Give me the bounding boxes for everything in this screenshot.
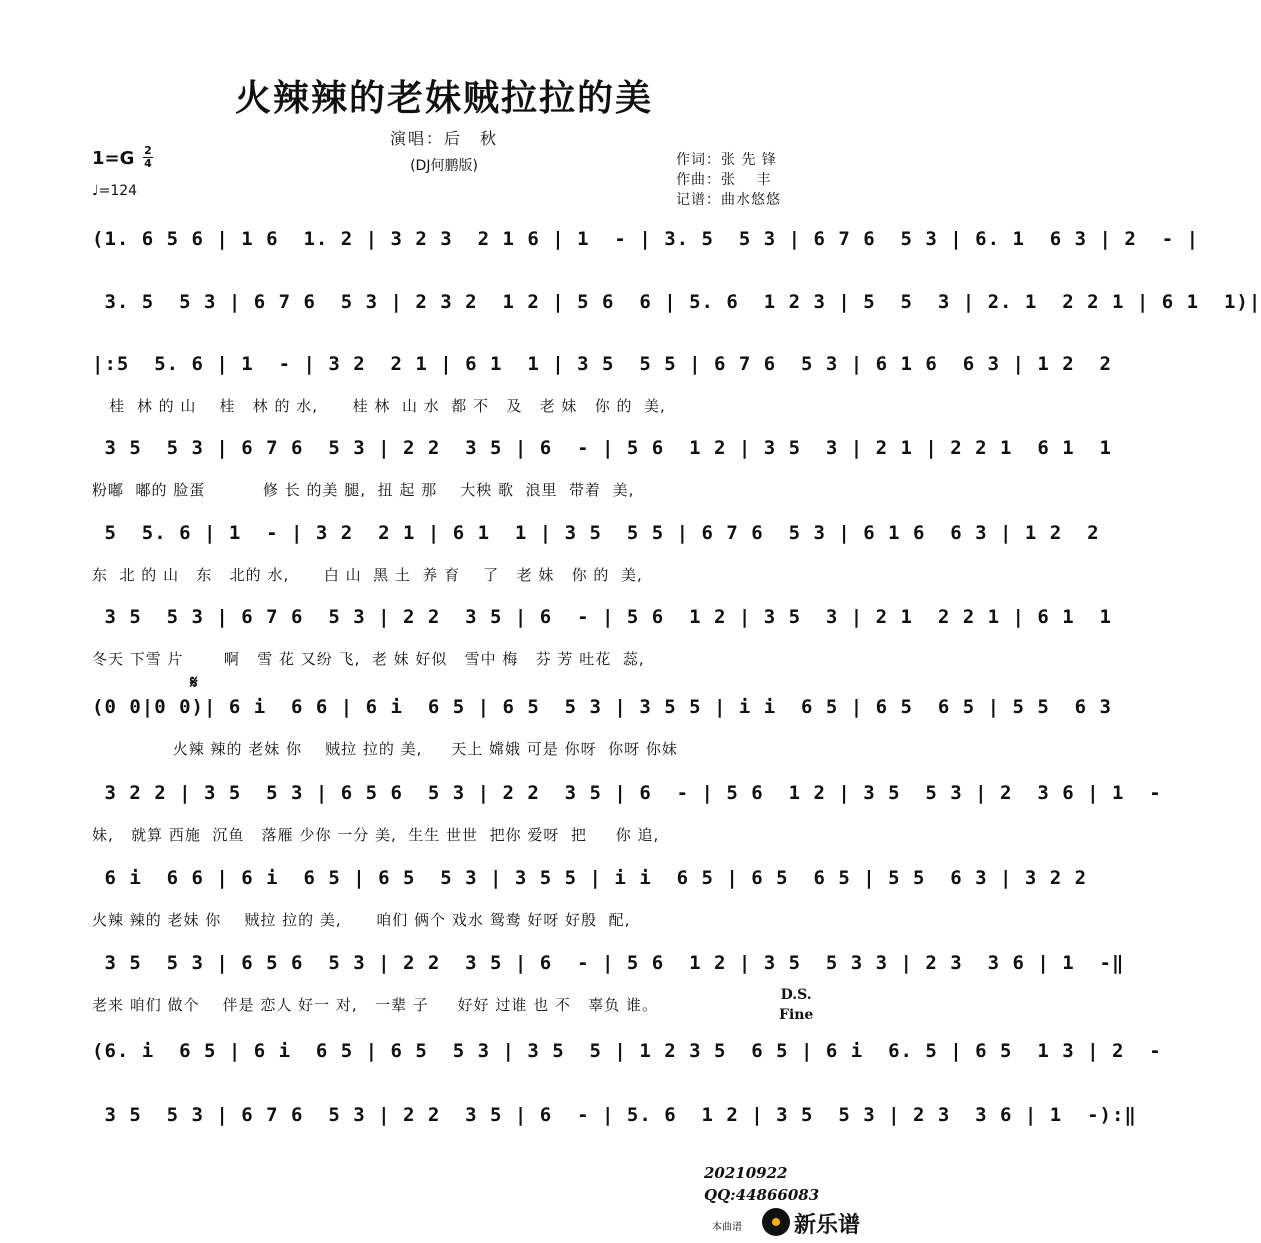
singer-line: 演唱：后 秋	[389, 129, 498, 148]
lyric-line: 桂 林 的 山 桂 林 的 水, 桂 林 山 水 都 不 及 老 妹 你 的 美,	[92, 397, 666, 415]
ds-fine-marking	[779, 985, 813, 1025]
tempo-marking: ♩=124	[92, 183, 138, 199]
brand-name: 新乐谱	[794, 1213, 861, 1238]
score-row	[92, 228, 1200, 262]
date-label: 20210922	[704, 1164, 788, 1182]
time-signature	[143, 145, 153, 170]
version-label: (DJ何鹏版)	[410, 158, 478, 174]
brand-small-label: 本曲谱	[712, 1222, 742, 1233]
notation-line: 3 2 2 | 3 5 5 3 | 6 5 6 5 3 | 2 2 3 5 | 6 - | 5 6 1 2 | 3 5 5 3 | 2 3 6 | 1 -	[92, 782, 1175, 804]
lyric-line: 火辣 辣的 老妹 你 贼拉 拉的 美, 天上 嫦娥 可是 你呀 你呀 你妹	[92, 740, 678, 758]
credits	[676, 150, 781, 210]
time-signature-bottom: 4	[144, 157, 152, 170]
score-row	[92, 1040, 1175, 1074]
notation-line: |:5 5. 6 | 1 - | 3 2 2 1 | 6 1 1 | 3 5 5 5 | 6 7 6 5 3 | 6 1 6 6 3 | 1 2 2	[92, 353, 1125, 375]
date-stamp	[704, 1162, 819, 1206]
lyric-line: 粉嘟 嘟的 脸蛋 修 长 的美 腿, 扭 起 那 大秧 歌 浪里 带着 美,	[92, 481, 635, 499]
qq-label: QQ:44866083	[704, 1186, 820, 1204]
notation-line: (1. 6 5 6 | 1 6 1. 2 | 3 2 3 2 1 6 | 1 - | 3. 5 5 3 | 6 7 6 5 3 | 6. 1 6 3 | 2 - |	[92, 228, 1200, 250]
transcriber-credit: 记谱：曲水悠悠	[676, 192, 781, 208]
score-row	[92, 782, 1175, 816]
notation-line: 3 5 5 3 | 6 5 6 5 3 | 2 2 3 5 | 6 - | 5 6 1 2 | 3 5 5 3 3 | 2 3 3 6 | 1 -‖	[92, 952, 1125, 974]
lyricist-credit: 作词：张 先 锋	[676, 152, 777, 168]
page-title: 火辣辣的老妹贼拉拉的美	[234, 77, 653, 119]
lyric-line: 老来 咱们 做个 伴是 恋人 好一 对, 一辈 子 好好 过谁 也 不 辜负 谁。	[92, 996, 658, 1014]
composer-credit: 作曲：张 丰	[676, 172, 772, 188]
score-row	[92, 867, 1100, 901]
record-disc-icon	[762, 1208, 790, 1236]
notation-line: 5 5. 6 | 1 - | 3 2 2 1 | 6 1 1 | 3 5 5 5 | 6 7 6 5 3 | 6 1 6 6 3 | 1 2 2	[92, 522, 1112, 544]
score-row	[92, 291, 1261, 325]
ds-label: D.S.	[780, 987, 812, 1003]
notation-line: 6 i 6 6 | 6 i 6 5 | 6 5 5 3 | 3 5 5 | i i 6 5 | 6 5 6 5 | 5 5 6 3 | 3 2 2	[92, 867, 1100, 889]
notation-line: 3 5 5 3 | 6 7 6 5 3 | 2 2 3 5 | 6 - | 5 6 1 2 | 3 5 3 | 2 1 2 2 1 | 6 1 1	[92, 606, 1125, 628]
lyric-line: 火辣 辣的 老妹 你 贼拉 拉的 美, 咱们 俩个 戏水 鸳鸯 好呀 好殷 配,	[92, 911, 631, 929]
score-row	[92, 353, 1125, 387]
score-row	[92, 522, 1112, 556]
notation-line: 3. 5 5 3 | 6 7 6 5 3 | 2 3 2 1 2 | 5 6 6 | 5. 6 1 2 3 | 5 5 3 | 2. 1 2 2 1 | 6 1 1)|	[92, 291, 1261, 313]
score-row	[92, 1104, 1137, 1138]
notation-line: (0 0|0 0)| 6 i 6 6 | 6 i 6 5 | 6 5 5 3 | 3 5 5 | i i 6 5 | 6 5 6 5 | 5 5 6 3	[92, 696, 1125, 718]
segno-sign: 𝄋	[190, 672, 198, 693]
score-row	[92, 606, 1125, 640]
lyric-line: 东 北 的 山 东 北的 水, 白 山 黑 土 养 育 了 老 妹 你 的 美,	[92, 566, 643, 584]
notation-line: 3 5 5 3 | 6 7 6 5 3 | 2 2 3 5 | 6 - | 5. 6 1 2 | 3 5 5 3 | 2 3 3 6 | 1 -):‖	[92, 1104, 1137, 1126]
notation-line: 3 5 5 3 | 6 7 6 5 3 | 2 2 3 5 | 6 - | 5 6 1 2 | 3 5 3 | 2 1 | 2 2 1 6 1 1	[92, 437, 1125, 459]
lyric-line: 冬天 下雪 片 啊 雪 花 又纷 飞, 老 妹 好似 雪中 梅 芬 芳 吐花 蕊,	[92, 650, 645, 668]
score-row	[92, 437, 1125, 471]
time-signature-top: 2	[144, 144, 152, 157]
lyric-line: 妹, 就算 西施 沉鱼 落雁 少你 一分 美, 生生 世世 把你 爱呀 把 你 追,	[92, 826, 660, 844]
score-row	[92, 952, 1125, 986]
notation-line: (6. i 6 5 | 6 i 6 5 | 6 5 5 3 | 3 5 5 | 1 2 3 5 6 5 | 6 i 6. 5 | 6 5 1 3 | 2 -	[92, 1040, 1175, 1062]
fine-label: Fine	[779, 1007, 814, 1023]
score-row	[92, 696, 1125, 730]
key-signature: 1=G	[92, 148, 135, 169]
